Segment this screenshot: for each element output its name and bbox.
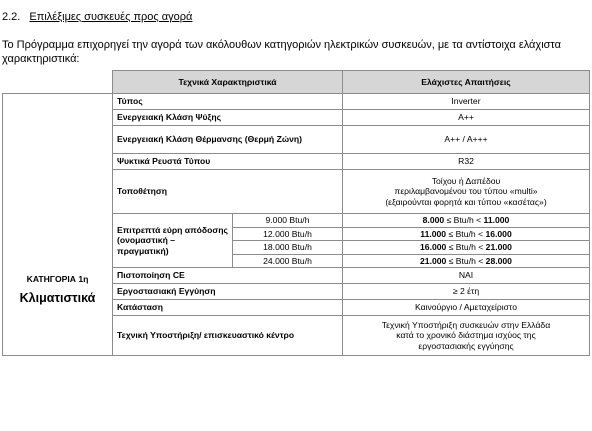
support-line-1: Τεχνική Υποστήριξη συσκευών στην Ελλάδα (381, 319, 551, 330)
installation-line-2: περιλαμβανομένου του τύπου «multi» (394, 186, 538, 197)
row-value-installation (343, 170, 590, 214)
row-label-cooling-class: Ενεργειακή Κλάση Ψύξης (113, 110, 343, 126)
support-line-2: κατά το χρονικό διάστημα ισχύος της (396, 330, 536, 341)
row-label-warranty: Εργοστασιακή Εγγύηση (113, 284, 343, 300)
capacity-btu: 9.000 Btu/h (233, 214, 343, 228)
row-value-heating-class: A++ / A+++ (343, 126, 590, 154)
row-value-cooling-class: A++ (343, 110, 590, 126)
intro-paragraph: Το Πρόγραμμα επιχορηγεί την αγορά των ακόλουθων κατηγοριών ηλεκτρικών συσκευών, με τα αντίστοιχα ελάχιστα χαρακτηριστικά: (2, 39, 561, 65)
table-header-row (3, 71, 590, 94)
row-value-ce: ΝΑΙ (343, 268, 590, 284)
capacity-btu: 24.000 Btu/h (233, 254, 343, 268)
section-number: 2.2. (2, 11, 21, 23)
header-blank-cell (3, 71, 113, 94)
support-line-3: εργοστασιακής εγγύησης (418, 340, 514, 351)
row-label-heating-class: Ενεργειακή Κλάση Θέρμανσης (Θερμή Ζώνη) (113, 126, 343, 154)
row-label-support: Τεχνική Υποστήριξη/ επισκευαστικό κέντρο (113, 316, 343, 356)
category-number: ΚΑΤΗΓΟΡΙΑ 1η (26, 273, 89, 284)
installation-line-1: Τοίχου ή Δαπέδου (431, 175, 501, 186)
category-cell (3, 94, 113, 356)
row-label-type: Τύπος (113, 94, 343, 110)
installation-line-3: (εξαιρούνται φορητά και τύπου «κασέτας») (385, 196, 547, 207)
section-title: Επιλέξιμες συσκευές προς αγορά (29, 11, 193, 23)
section-heading (2, 11, 192, 23)
header-requirements: Ελάχιστες Απαιτήσεις (343, 71, 590, 94)
row-value-type: Inverter (343, 94, 590, 110)
row-value-refrigerant: R32 (343, 154, 590, 170)
category-name: Κλιματιστικά (19, 291, 96, 305)
row-value-support (343, 316, 590, 356)
row-label-condition: Κατάσταση (113, 300, 343, 316)
capacity-range: 21.000 ≤ Btu/h < 28.000 (343, 254, 590, 268)
capacity-btu: 18.000 Btu/h (233, 241, 343, 255)
requirements-table (2, 70, 590, 356)
table-row (3, 94, 590, 110)
row-label-installation: Τοποθέτηση (113, 170, 343, 214)
row-label-ce: Πιστοποίηση CE (113, 268, 343, 284)
capacity-range: 11.000 ≤ Btu/h < 16.000 (343, 227, 590, 241)
header-characteristics: Τεχνικά Χαρακτηριστικά (113, 71, 343, 94)
row-value-warranty: ≥ 2 έτη (343, 284, 590, 300)
row-value-condition: Καινούργιο / Αμεταχείριστο (343, 300, 590, 316)
row-label-capacity: Επιτρεπτά εύρη απόδοσης (ονομαστική – πραγματική) (113, 214, 233, 268)
capacity-range: 8.000 ≤ Btu/h < 11.000 (343, 214, 590, 228)
capacity-range: 16.000 ≤ Btu/h < 21.000 (343, 241, 590, 255)
row-label-refrigerant: Ψυκτικά Ρευστά Τύπου (113, 154, 343, 170)
capacity-btu: 12.000 Btu/h (233, 227, 343, 241)
